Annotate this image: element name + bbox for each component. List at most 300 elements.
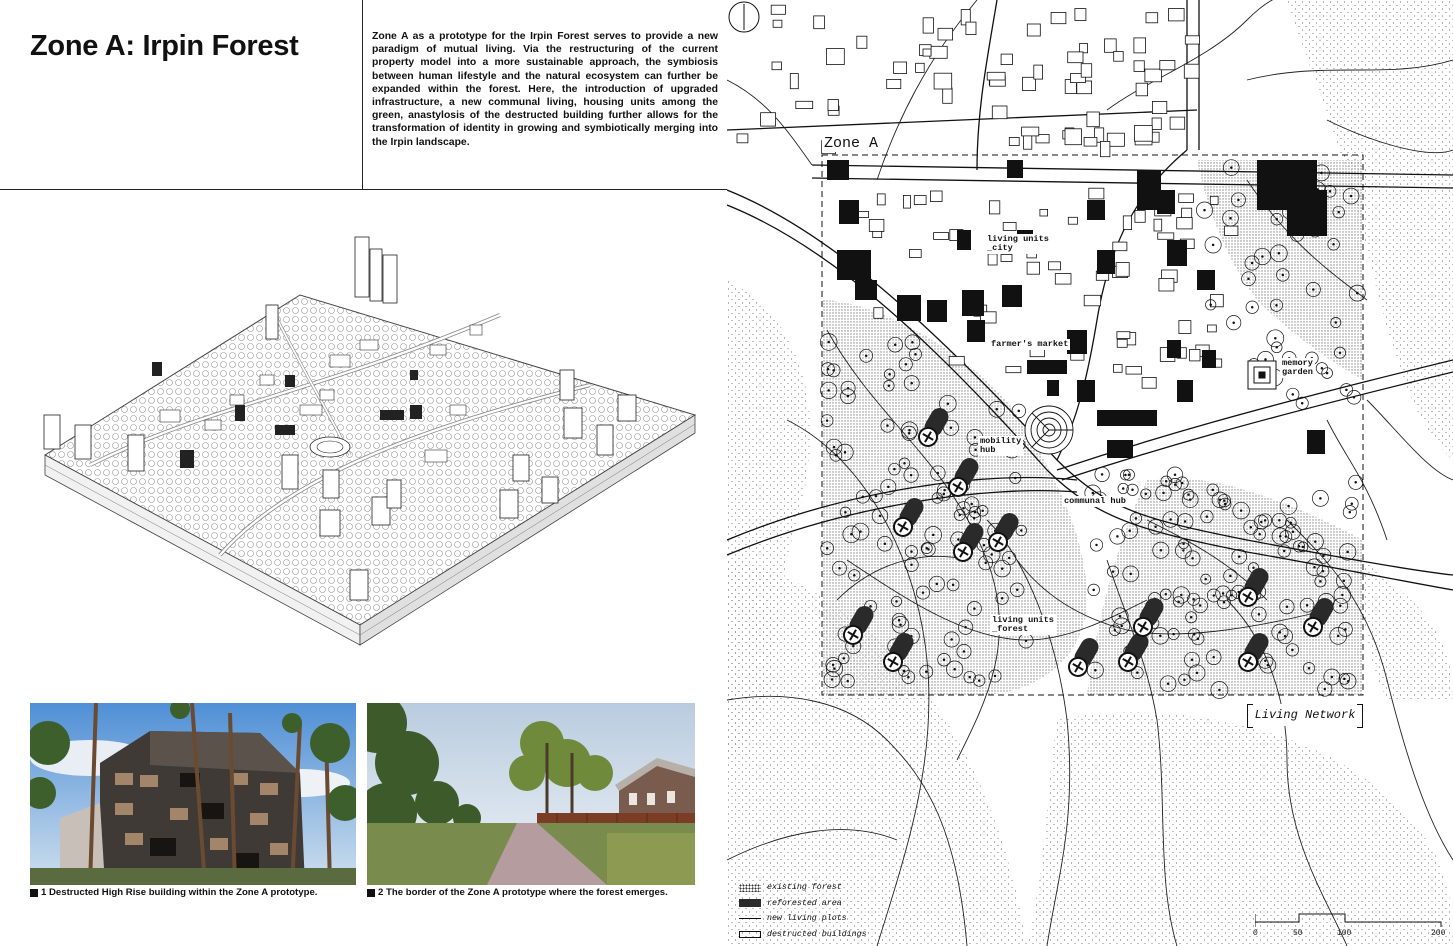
intro-paragraph: Zone A as a prototype for the Irpin Forest serves to provide a new paradigm of mutual living. Via the restructuring of the current property model into a more sustainable approach, the symbiosis between human lifestyle and the natural ecosystem can further be expanded within the forest. Here, the introduction of upgraded infrastructure, a new communal living, housing units among the green, anastylosis of the destructed building further allows for the transformation of identity in growing and symbiotically merging into the Irpin landscape. [372,31,718,148]
legend-item [739,911,867,927]
tree-trunk-dot [1355,481,1357,483]
tree-trunk-dot [1265,359,1267,361]
tree-trunk-dot [910,474,912,476]
house-plot [1055,274,1071,285]
tree-trunk-dot [1343,580,1345,582]
tree-trunk-dot [963,651,965,653]
tree-trunk-dot [1129,530,1131,532]
legend-item [739,927,867,943]
tree-trunk-dot [852,645,854,647]
tree-trunk-dot [870,606,872,608]
tree-trunk-dot [1112,571,1114,573]
tree-trunk-dot [951,639,953,641]
tree-trunk-dot [1301,402,1303,404]
house-plot [1146,13,1158,23]
tree-trunk-dot [911,551,913,553]
tree-trunk-dot [1279,631,1281,633]
new-city-building [1157,190,1175,214]
tree-trunk-dot [922,592,924,594]
tree-trunk-dot [888,385,890,387]
tree-trunk-dot [1174,474,1176,476]
house-plot [930,191,942,202]
tree-trunk-dot [844,451,846,453]
tree-trunk-dot [947,403,949,405]
tree-trunk-dot [1117,536,1119,538]
tree-trunk-dot [1288,505,1290,507]
tree-trunk-dot [937,497,939,499]
house-plot [1185,36,1199,44]
label-communal-hub: communal hub [1064,496,1126,506]
house-plot [737,134,748,143]
tree-trunk-dot [1094,669,1096,671]
house-plot [1136,83,1148,96]
axonometric-drawing [30,225,710,655]
house-plot [1049,262,1061,270]
tree-trunk-dot [1258,613,1260,615]
house-plot [1123,216,1131,230]
tree-trunk-dot [903,670,905,672]
tree-trunk-dot [1174,484,1176,486]
tree-trunk-dot [1160,549,1162,551]
new-city-building [1077,380,1095,402]
house-plot [1087,112,1099,127]
tree-trunk-dot [1163,492,1165,494]
tree-trunk-dot [884,543,886,545]
tree-trunk-dot [1292,531,1294,533]
house-plot [1113,365,1122,373]
tree-trunk-dot [1302,546,1304,548]
north-arrow-icon [727,0,761,34]
tree-trunk-dot [1306,604,1308,606]
house-plot [914,196,926,205]
tree-trunk-dot [894,344,896,346]
house-plot [1080,44,1088,53]
new-city-building [1167,340,1181,358]
tree-trunk-dot [957,539,959,541]
tree-trunk-dot [1196,672,1198,674]
tree-trunk-dot [974,437,976,439]
tree-trunk-dot [1193,598,1195,600]
house-plot [1116,263,1129,277]
tree-trunk-dot [1342,594,1344,596]
tree-trunk-dot [1238,556,1240,558]
tree-trunk-dot [843,658,845,660]
house-plot [1225,226,1238,235]
reforested-area-swatch-icon [739,899,761,907]
house-plot [1145,69,1162,82]
tree-trunk-dot [1204,209,1206,211]
tree-trunk-dot [1238,199,1240,201]
tree-trunk-dot [1184,521,1186,523]
label-living-units-forest: living units _forest [992,615,1054,634]
tree-trunk-dot [1345,629,1347,631]
existing-forest-swatch-icon [739,884,761,892]
tree-trunk-dot [975,449,977,451]
tree-trunk-dot [1253,567,1255,569]
map-zone-label: Zone A [824,135,879,152]
tree-trunk-dot [826,547,828,549]
new-city-building [957,230,971,250]
tree-trunk-dot [1339,605,1341,607]
house-plot [1170,117,1185,129]
house-plot [1003,223,1016,231]
house-plot [1179,194,1194,203]
house-plot [1159,278,1174,291]
tree-trunk-dot [1184,679,1186,681]
tree-trunk-dot [1312,289,1314,291]
tree-trunk-dot [932,534,934,536]
tree-trunk-dot [1197,638,1199,640]
site-plan-map [727,0,1453,946]
house-plot [1040,209,1048,216]
tree-trunk-dot [925,671,927,673]
tree-trunk-dot [1259,533,1261,535]
tree-trunk-dot [1128,474,1130,476]
house-plot [1126,367,1142,375]
photo-caption-1-text: 1 Destructed High Rise building within the Zone A prototype. [41,887,318,898]
tree-trunk-dot [983,544,985,546]
tree-trunk-dot [911,382,913,384]
tree-trunk-dot [936,583,938,585]
house-plot [1152,101,1166,113]
house-plot [1134,126,1152,142]
tree-trunk-dot [1101,474,1103,476]
tree-trunk-dot [1190,616,1192,618]
legend-item [739,896,867,912]
tree-trunk-dot [1014,477,1016,479]
tree-trunk-dot [1322,570,1324,572]
tree-trunk-dot [1222,593,1224,595]
photo-destroyed-high-rise [30,703,356,885]
tree-trunk-dot [828,390,830,392]
tree-trunk-dot [1276,304,1278,306]
house-plot [826,49,844,65]
caption-marker [30,889,38,897]
tree-trunk-dot [1251,262,1253,264]
tree-trunk-dot [1213,656,1215,658]
tree-trunk-dot [912,341,914,343]
tree-trunk-dot [1292,394,1294,396]
tree-trunk-dot [1233,322,1235,324]
tree-trunk-dot [991,554,993,556]
tree-trunk-dot [835,454,837,456]
tree-trunk-dot [1125,474,1127,476]
house-plot [761,113,776,126]
new-city-building [827,160,849,180]
house-plot [1084,295,1100,306]
label-farmers-market: farmer's market [991,339,1069,349]
tree-trunk-dot [847,395,849,397]
tree-trunk-dot [1223,500,1225,502]
tree-trunk-dot [1219,689,1221,691]
house-plot [796,101,813,108]
tree-trunk-dot [898,619,900,621]
tree-trunk-dot [1240,510,1242,512]
house-plot [949,357,964,366]
tree-trunk-dot [994,675,996,677]
tree-trunk-dot [911,564,913,566]
house-plot [992,106,1007,119]
tree-trunk-dot [1346,389,1348,391]
tree-trunk-dot [1292,649,1294,651]
new-city-building [1047,380,1059,396]
tree-trunk-dot [1350,195,1352,197]
house-plot [1027,262,1039,274]
legend-label: new living plots [767,914,847,924]
house-plot [1001,255,1012,262]
tree-trunk-dot [1250,526,1252,528]
house-plot [1100,141,1110,156]
tree-trunk-dot [1314,541,1316,543]
tree-trunk-dot [1130,573,1132,575]
tree-trunk-dot [1339,352,1341,354]
house-plot [1169,9,1185,21]
legend-label: destructed buildings [767,930,867,940]
tree-trunk-dot [1338,211,1340,213]
tree-trunk-dot [1320,498,1322,500]
new-city-building [962,290,984,316]
house-plot [869,220,884,232]
house-plot [1051,13,1066,24]
house-plot [934,233,949,240]
tree-trunk-dot [1324,688,1326,690]
tree-trunk-dot [1353,396,1355,398]
house-plot [1009,137,1019,145]
house-plot [828,100,838,111]
tree-trunk-dot [905,363,907,365]
house-plot [887,79,901,88]
house-plot [1117,339,1127,347]
house-plot [930,46,947,58]
tree-trunk-dot [943,493,945,495]
tree-trunk-dot [1167,683,1169,685]
tree-trunk-dot [1320,581,1322,583]
new-city-building [1002,285,1022,307]
photo-caption-1 [30,887,317,898]
house-plot [1022,127,1039,136]
tree-trunk-dot [900,624,902,626]
house-plot [1210,295,1223,307]
new-city-building [1202,350,1216,368]
new-city-building [897,295,921,321]
tree-trunk-dot [1321,367,1323,369]
tree-trunk-dot [1333,243,1335,245]
tree-trunk-dot [1155,526,1157,528]
tree-trunk-dot [1251,306,1253,308]
tree-trunk-dot [1135,518,1137,520]
tree-trunk-dot [1323,555,1325,557]
house-plot [1075,9,1086,21]
new-city-building [1007,160,1023,178]
tree-trunk-dot [1262,256,1264,258]
tree-trunk-dot [879,515,881,517]
tree-trunk-dot [896,601,898,603]
tree-trunk-dot [1282,274,1284,276]
tree-trunk-dot [1329,190,1331,192]
tree-trunk-dot [826,420,828,422]
tree-trunk-dot [833,446,835,448]
house-plot [814,16,825,29]
tree-trunk-dot [1219,499,1221,501]
tree-trunk-dot [971,503,973,505]
tree-trunk-dot [1001,597,1003,599]
house-plot [790,74,798,89]
new-city-building [1307,430,1325,454]
tree-trunk-dot [985,562,987,564]
house-plot [1154,219,1162,231]
photo-caption-2 [367,887,668,898]
house-plot [857,36,867,48]
tree-trunk-dot [1096,544,1098,546]
house-plot [1190,349,1200,361]
tree-trunk-dot [1335,322,1337,324]
tree-trunk-dot [1191,659,1193,661]
tree-trunk-dot [1286,606,1288,608]
house-plot [1027,24,1040,36]
tree-trunk-dot [904,462,906,464]
tree-trunk-dot [1285,536,1287,538]
tree-trunk-dot [1230,167,1232,169]
house-plot [903,195,910,208]
tree-trunk-dot [1114,629,1116,631]
house-plot [1089,188,1104,199]
house-plot [773,20,782,27]
tree-trunk-dot [845,511,847,513]
photo-caption-2-text: 2 The border of the Zone A prototype where the forest emerges. [378,887,668,898]
house-plot [1160,61,1175,70]
tree-trunk-dot [853,574,855,576]
house-plot [873,231,882,237]
tree-trunk-dot [1278,252,1280,254]
tree-trunk-dot [847,680,849,682]
tree-trunk-dot [1119,615,1121,617]
scale-bar-graphic [1255,912,1445,928]
house-plot [943,88,952,103]
new-city-building [1097,410,1157,426]
legend-item [739,880,867,896]
tree-trunk-dot [954,668,956,670]
tree-trunk-dot [928,549,930,551]
tree-trunk-dot [1001,568,1003,570]
tree-trunk-dot [1199,605,1201,607]
scale-tick-200: 200 [1431,929,1446,938]
label-living-units-city: living units _city [987,234,1049,253]
scale-tick-0: 0 [1253,929,1258,938]
tree-trunk-dot [908,432,910,434]
tree-trunk-dot [1092,492,1094,494]
house-plot [909,250,921,258]
new-city-building [1087,200,1105,220]
tree-trunk-dot [982,510,984,512]
tree-trunk-dot [887,486,889,488]
house-plot [1142,377,1156,388]
tree-trunk-dot [1121,625,1123,627]
new-city-building [1177,380,1193,402]
tree-trunk-dot [1136,672,1138,674]
house-plot [923,18,933,33]
tree-trunk-dot [831,679,833,681]
house-plot [1081,64,1092,77]
page-title: Zone A: Irpin Forest [30,30,299,62]
tree-trunk-dot [1337,635,1339,637]
tree-trunk-dot [1159,635,1161,637]
new-city-building [1287,190,1327,236]
tree-trunk-dot [915,353,917,355]
tree-trunk-dot [1230,217,1232,219]
map-legend [739,880,867,942]
tree-trunk-dot [1314,566,1316,568]
tree-trunk-dot [1308,667,1310,669]
tree-trunk-dot [1145,493,1147,495]
tree-trunk-dot [963,507,965,509]
tree-trunk-dot [965,626,967,628]
new-city-building [1107,440,1133,458]
tree-trunk-dot [832,664,834,666]
tree-trunk-dot [1020,530,1022,532]
tree-trunk-dot [909,429,911,431]
house-plot [1210,196,1218,204]
house-plot [987,72,1005,80]
tree-trunk-dot [1212,244,1214,246]
tree-trunk-dot [944,489,946,491]
new-living-plots-line-icon [739,918,761,919]
house-plot [771,5,785,14]
house-plot [1152,118,1161,130]
house-plot [1084,137,1097,146]
divider-horizontal [0,189,727,190]
tree-trunk-dot [996,408,998,410]
label-memory-garden: memory garden [1282,358,1313,377]
house-plot [874,308,883,319]
tree-trunk-dot [974,608,976,610]
tree-trunk-dot [978,680,980,682]
tree-trunk-dot [1331,676,1333,678]
house-plot [1179,321,1191,334]
tree-trunk-dot [969,676,971,678]
tree-trunk-dot [1188,494,1190,496]
tree-trunk-dot [937,472,939,474]
tree-trunk-dot [1267,664,1269,666]
tree-trunk-dot [828,341,830,343]
house-plot [894,62,907,74]
tree-trunk-dot [860,531,862,533]
photo-forest-border [367,703,695,885]
tree-trunk-dot [1230,575,1232,577]
house-plot [1177,218,1193,229]
tree-trunk-dot [887,425,889,427]
house-plot [877,194,885,205]
house-plot [966,22,976,34]
living-network-label: Living Network [1247,704,1363,726]
tree-trunk-dot [1093,589,1095,591]
tree-trunk-dot [1347,680,1349,682]
new-city-building [855,280,877,300]
tree-trunk-dot [1016,589,1018,591]
legend-label: reforested area [767,898,842,908]
house-plot [1117,332,1130,339]
house-plot [1208,325,1217,332]
new-city-building [839,200,859,224]
tree-trunk-dot [1264,520,1266,522]
tree-trunk-dot [1180,594,1182,596]
tree-trunk-dot [1189,499,1191,501]
tree-trunk-dot [1264,660,1266,662]
caption-marker [367,889,375,897]
house-plot [1065,129,1082,145]
tree-trunk-dot [1122,488,1124,490]
house-plot [1113,242,1127,251]
tree-trunk-dot [1283,550,1285,552]
